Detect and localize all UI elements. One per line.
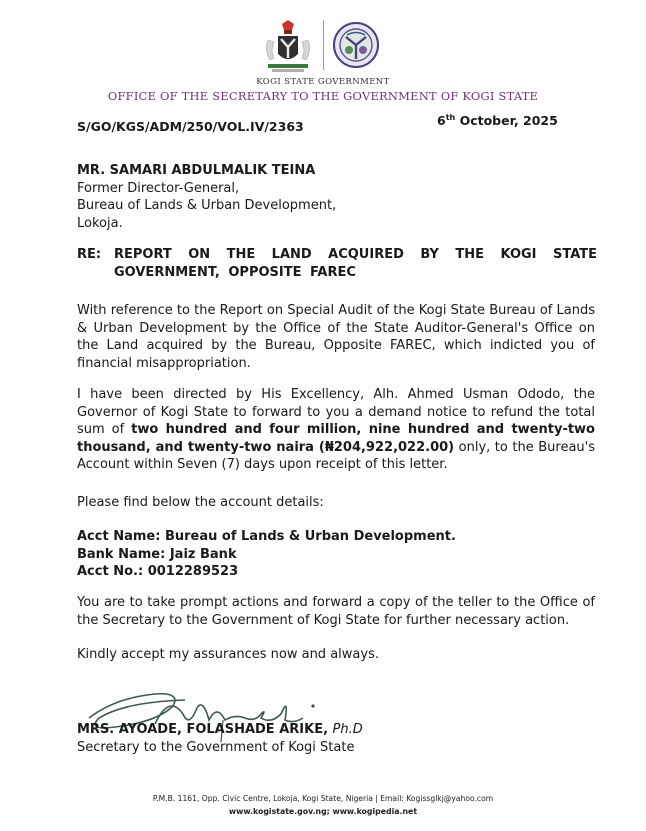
date-suffix: th (445, 113, 456, 122)
subject-label: RE: (77, 247, 102, 262)
demand-text: I have been directed by His Excellency, Alh. Ahmed Usman Ododo, the Governor of Kogi State to forward to you a demand notice to refund the total sum of (77, 387, 595, 437)
bank-name: Bank Name: Jaiz Bank (77, 546, 237, 562)
office-title: OFFICE OF THE SECRETARY TO THE GOVERNMENT OF KOGI STATE (107, 89, 539, 103)
paragraph-closing: Kindly accept my assurances now and always. (77, 647, 379, 662)
reference-number: S/GO/KGS/ADM/250/VOL.IV/2363 (77, 119, 304, 134)
footer-address: P.M.B. 1161, Opp. Civic Centre, Lokoja, Kogi State, Nigeria | Email: Kogissglkj@yahoo.com (152, 794, 494, 803)
paragraph-account-intro: Please find below the account details: (77, 495, 324, 510)
government-label: KOGI STATE GOVERNMENT (256, 77, 390, 87)
signatory-name-line (77, 721, 363, 739)
letterhead-crests (0, 14, 646, 76)
letter-date (437, 113, 558, 128)
recipient-line: Bureau of Lands & Urban Development, (77, 198, 337, 213)
account-details (77, 528, 456, 581)
recipient-line: Former Director-General, (77, 180, 240, 196)
paragraph-instruction: You are to take prompt actions and forward a copy of the teller to the Office of the Secretary to the Government of Kogi State for further necessary action. (77, 595, 595, 628)
subject-line (77, 246, 597, 282)
coat-of-arms-icon (262, 20, 314, 74)
account-number: Acct No.: 0012289523 (77, 564, 239, 579)
recipient-address (77, 162, 336, 232)
crest-divider (323, 20, 324, 70)
demand-deadline: only, to the Bureau's Account within Seven (7) days upon receipt of this letter. (77, 439, 596, 472)
signatory-block (77, 721, 363, 757)
paragraph-reference: With reference to the Report on Special Audit of the Kogi State Bureau of Lands & Urban Development by the Office of the State Auditor-General's Office on the Land acquired by the Bureau, Opposite FAREC, which indicted you of financial misappropriation. (77, 303, 595, 371)
signatory-degree: Ph.D (332, 722, 363, 737)
footer-websites[interactable]: www.kogistate.gov.ng; www.kogipedia.net (228, 807, 418, 816)
date-day: 6 (437, 113, 446, 129)
signatory-position: Secretary to the Government of Kogi State (77, 740, 355, 755)
recipient-line: Lokoja. (77, 215, 123, 231)
subject-text: REPORT ON THE LAND ACQUIRED BY THE KOGI STATE GOVERNMENT, OPPOSITE FAREC (114, 247, 597, 280)
date-rest: October, 2025 (455, 113, 558, 129)
recipient-name: MR. SAMARI ABDULMALIK TEINA (77, 163, 316, 178)
account-name: Acct Name: Bureau of Lands & Urban Development. (77, 529, 456, 544)
kogi-seal-icon (333, 22, 379, 68)
paragraph-demand (77, 386, 595, 474)
demand-amount: two hundred and four million, nine hundred and twenty-two thousand, and twenty-two naira (₦204,922,022.00) (77, 422, 595, 455)
signatory-name: MRS. AYOADE, FOLASHADE ARIKE, (77, 722, 333, 737)
